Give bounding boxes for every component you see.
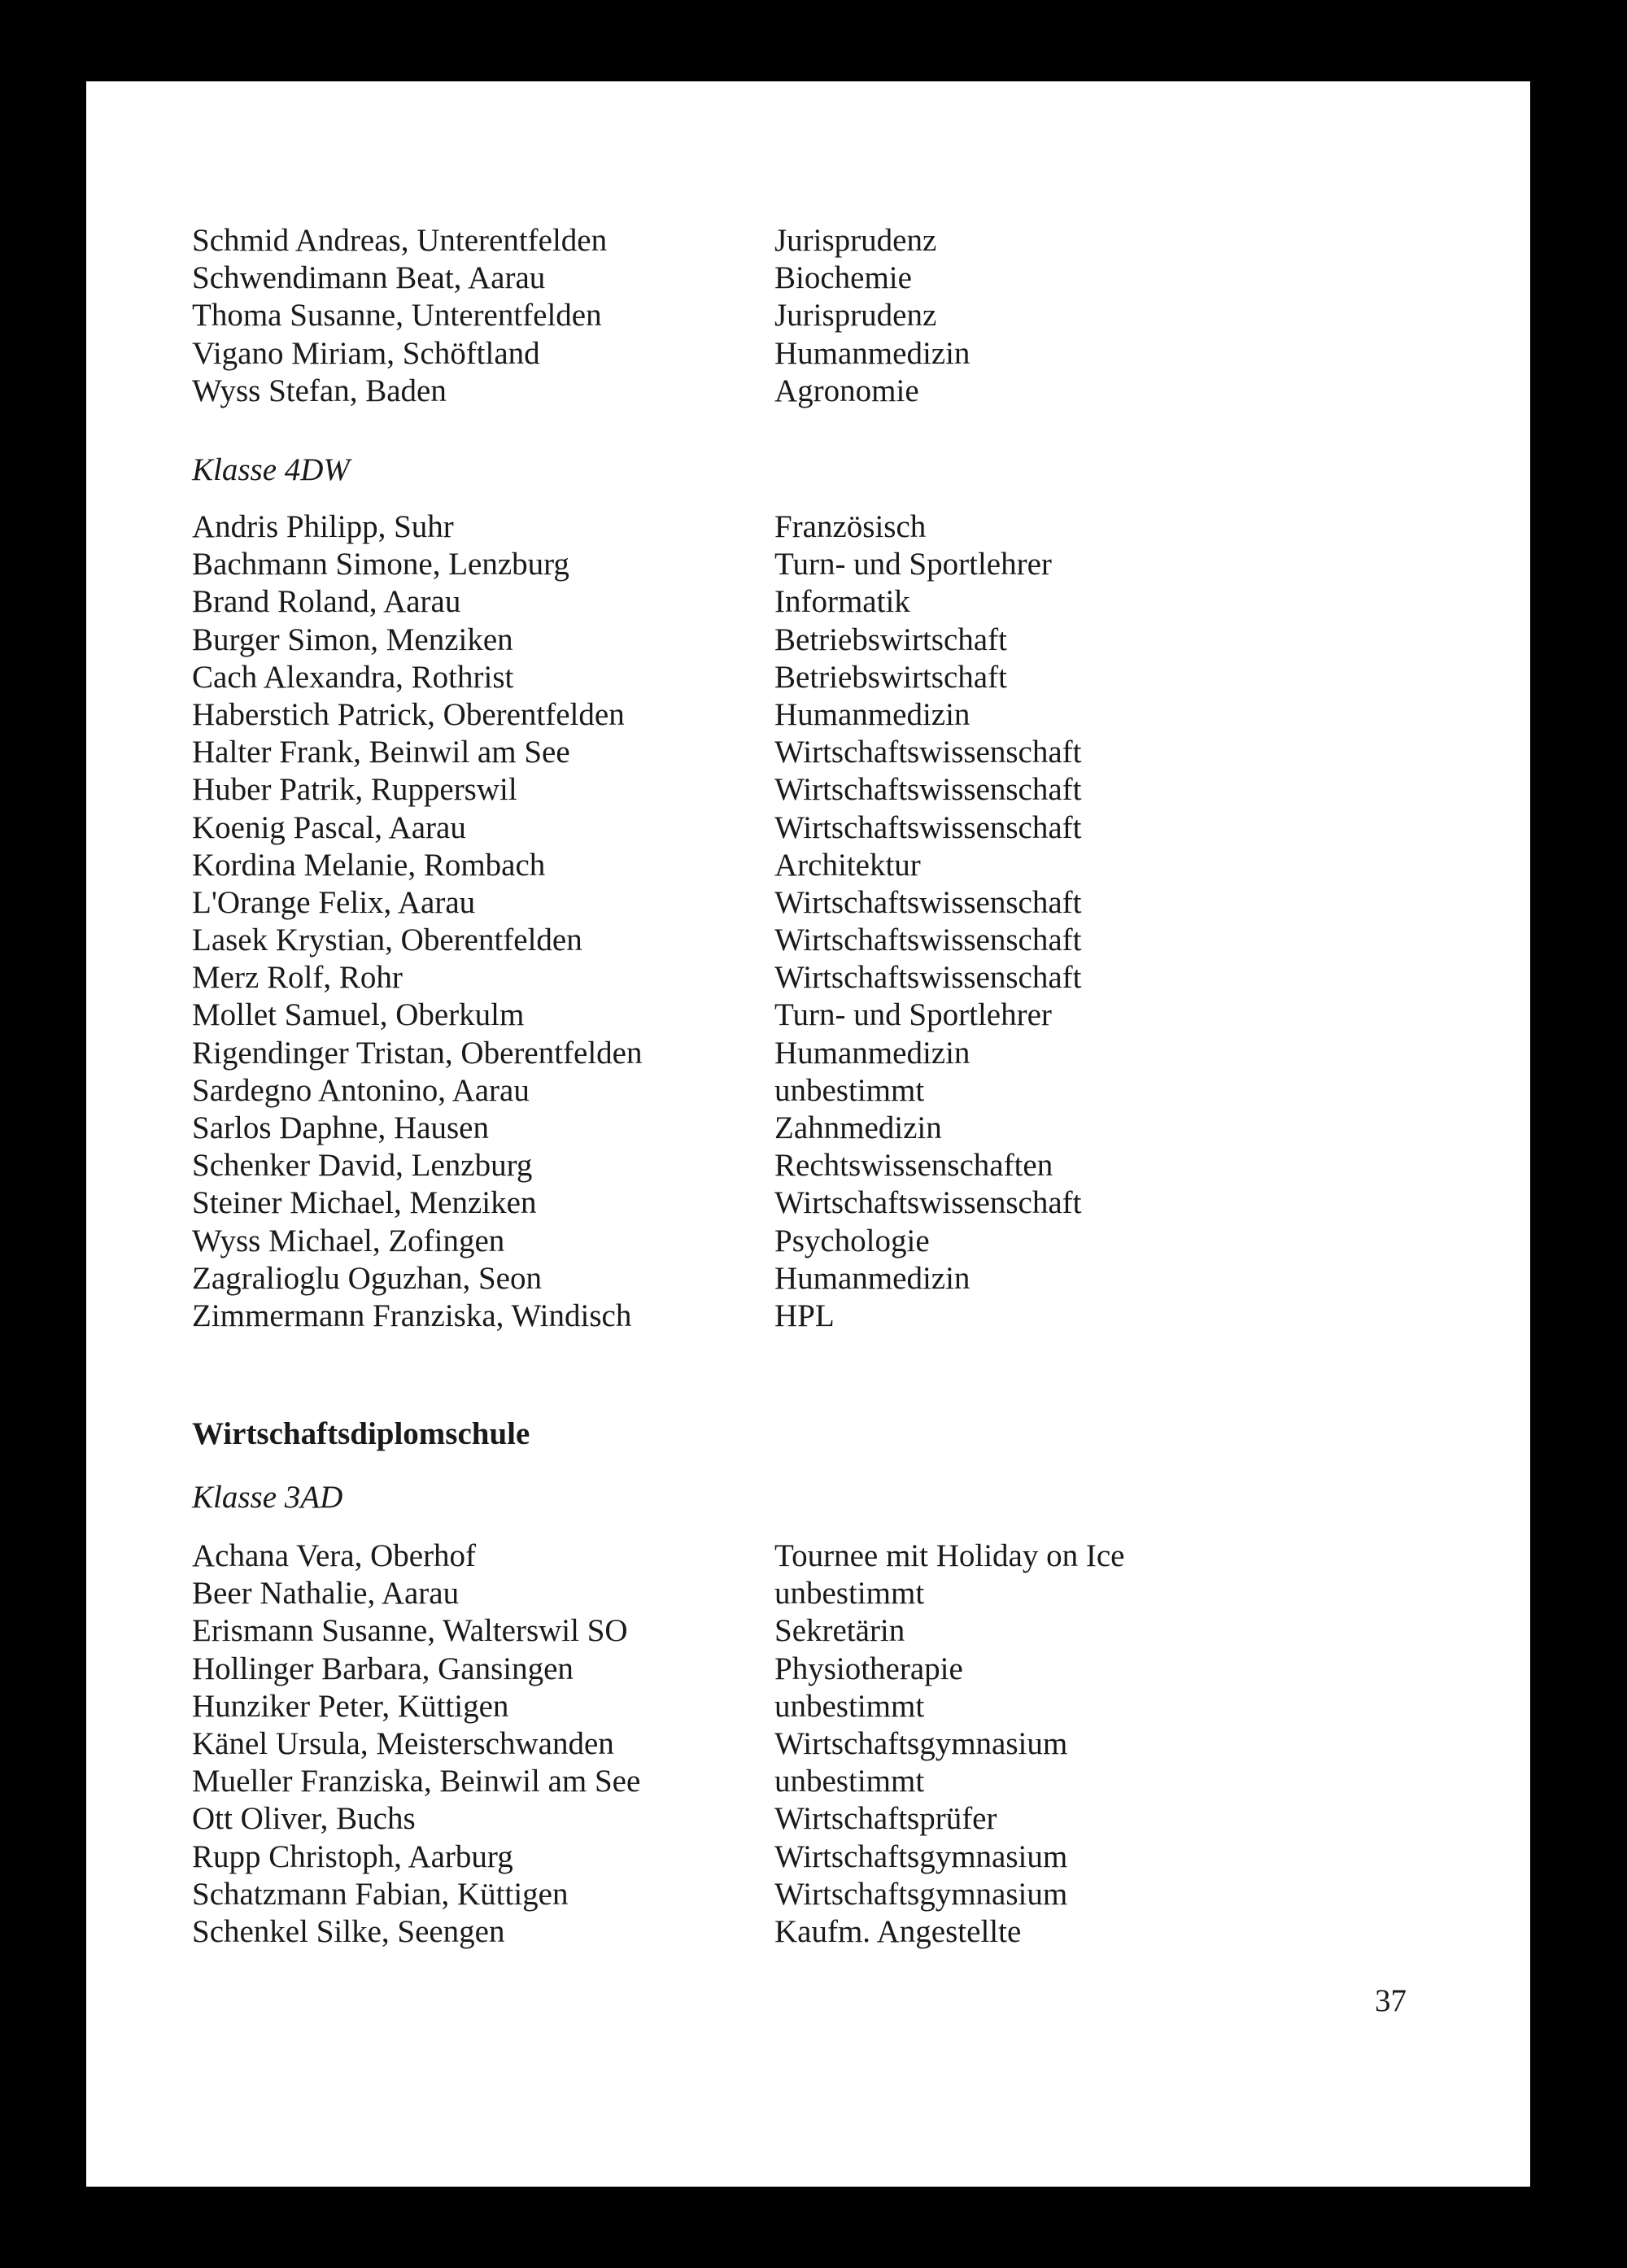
student-name: Halter Frank, Beinwil am See [192,735,570,770]
study-field: Humanmedizin [774,1260,971,1296]
study-field: Architektur [774,847,921,883]
student-name: Merz Rolf, Rohr [192,960,403,996]
study-field: Wirtschaftswissenschaft [774,922,1082,958]
list-row [192,659,1412,696]
student-name: Wyss Michael, Zofingen [192,1223,505,1258]
student-name: Achana Vera, Oberhof [192,1538,477,1573]
study-field: HPL [774,1298,835,1333]
student-name: Steiner Michael, Menziken [192,1185,537,1221]
study-field: unbestimmt [774,1072,925,1108]
student-name: Vigano Miriam, Schöftland [192,335,540,371]
student-name: Haberstich Patrick, Oberentfelden [192,696,625,732]
list-row [192,922,1412,959]
student-name: Mollet Samuel, Oberkulm [192,997,525,1033]
student-name: Sardegno Antonino, Aarau [192,1072,530,1108]
student-name: Sarlos Daphne, Hausen [192,1110,489,1145]
student-name: Rigendinger Tristan, Oberentfelden [192,1035,643,1071]
study-field: Psychologie [774,1223,930,1258]
study-field: Turn- und Sportlehrer [774,997,1052,1033]
study-field: Humanmedizin [774,1035,971,1071]
list-row [192,1763,1412,1800]
list-row [192,335,1412,373]
list-row [192,809,1412,847]
student-name: Koenig Pascal, Aarau [192,809,466,845]
student-name: Bachmann Simone, Lenzburg [192,547,569,582]
list-row [192,260,1412,297]
student-name: Andris Philipp, Suhr [192,509,454,544]
study-field: Humanmedizin [774,335,971,371]
student-name: Schatzmann Fabian, Küttigen [192,1876,569,1912]
list-row [192,1913,1412,1951]
list-row [192,1575,1412,1612]
list-row [192,696,1412,734]
student-name: Hollinger Barbara, Gansingen [192,1651,574,1686]
study-field: Betriebswirtschaft [774,622,1007,657]
list-row [192,847,1412,884]
student-name: Huber Patrik, Rupperswil [192,772,517,808]
list-row [192,508,1412,546]
student-name: Schenkel Silke, Seengen [192,1913,505,1949]
list-row [192,1800,1412,1838]
class-heading-4dw: Klasse 4DW [192,452,350,487]
student-name: Zimmermann Franziska, Windisch [192,1298,632,1333]
list-row [192,771,1412,809]
study-field: Wirtschaftswissenschaft [774,960,1082,996]
student-name: L'Orange Felix, Aarau [192,884,476,920]
study-field: Agronomie [774,373,919,408]
study-field: Wirtschaftswissenschaft [774,735,1082,770]
study-field: Wirtschaftswissenschaft [774,1185,1082,1221]
study-field: Sekretärin [774,1613,905,1649]
study-field: Turn- und Sportlehrer [774,547,1052,582]
study-field: Zahnmedizin [774,1110,942,1145]
study-field: unbestimmt [774,1688,925,1724]
study-field: Rechtswissenschaften [774,1148,1053,1184]
list-row [192,1035,1412,1072]
study-field: Biochemie [774,260,912,296]
student-name: Zagralioglu Oguzhan, Seon [192,1260,542,1296]
student-name: Wyss Stefan, Baden [192,373,447,408]
study-field: Wirtschaftsgymnasium [774,1876,1068,1912]
study-field: Wirtschaftswissenschaft [774,809,1082,845]
study-field: Wirtschaftsgymnasium [774,1725,1068,1761]
document-page [86,81,1530,2187]
student-name: Brand Roland, Aarau [192,584,461,620]
study-field: unbestimmt [774,1764,925,1799]
student-name: Hunziker Peter, Küttigen [192,1688,509,1724]
study-field: Wirtschaftsgymnasium [774,1838,1068,1874]
list-row [192,222,1412,260]
student-name: Burger Simon, Menziken [192,622,513,657]
list-row [192,583,1412,621]
list-row [192,546,1412,583]
list-row [192,1147,1412,1184]
student-name: Schenker David, Lenzburg [192,1148,533,1184]
student-name: Cach Alexandra, Rothrist [192,659,514,695]
page-number: 37 [1375,1983,1407,2018]
list-row [192,1184,1412,1222]
list-row [192,734,1412,771]
study-field: Betriebswirtschaft [774,659,1007,695]
student-name: Schmid Andreas, Unterentfelden [192,223,608,258]
list-row [192,1838,1412,1876]
list-row [192,1688,1412,1725]
study-field: Wirtschaftswissenschaft [774,772,1082,808]
student-name: Schwendimann Beat, Aarau [192,260,546,296]
student-list-3ad [192,1537,1412,1951]
list-row [192,1876,1412,1913]
study-field: Physiotherapie [774,1651,963,1686]
list-row [192,1537,1412,1575]
study-field: Tournee mit Holiday on Ice [774,1538,1125,1573]
list-row [192,1110,1412,1147]
student-name: Erismann Susanne, Walterswil SO [192,1613,628,1649]
list-row [192,1260,1412,1298]
student-name: Lasek Krystian, Oberentfelden [192,922,582,958]
list-row [192,1612,1412,1650]
list-row [192,884,1412,922]
list-row [192,622,1412,659]
study-field: Jurisprudenz [774,223,937,258]
list-row [192,1223,1412,1260]
list-row [192,297,1412,334]
study-field: Französisch [774,509,927,544]
continued-student-list [192,222,1412,410]
study-field: Humanmedizin [774,696,971,732]
list-row [192,1725,1412,1763]
study-field: Jurisprudenz [774,298,937,334]
student-name: Beer Nathalie, Aarau [192,1576,460,1612]
study-field: Informatik [774,584,910,620]
list-row [192,373,1412,410]
list-row [192,997,1412,1034]
study-field: Wirtschaftsprüfer [774,1801,997,1837]
study-field: Kaufm. Angestellte [774,1913,1022,1949]
student-name: Thoma Susanne, Unterentfelden [192,298,602,334]
student-name: Känel Ursula, Meisterschwanden [192,1725,614,1761]
section-heading: Wirtschaftsdiplomschule [192,1416,530,1451]
study-field: unbestimmt [774,1576,925,1612]
student-name: Ott Oliver, Buchs [192,1801,416,1837]
student-list-4dw [192,508,1412,1335]
student-name: Rupp Christoph, Aarburg [192,1838,513,1874]
list-row [192,959,1412,997]
student-name: Mueller Franziska, Beinwil am See [192,1764,641,1799]
list-row [192,1651,1412,1688]
list-row [192,1072,1412,1110]
class-heading-3ad: Klasse 3AD [192,1480,343,1515]
list-row [192,1298,1412,1335]
student-name: Kordina Melanie, Rombach [192,847,546,883]
study-field: Wirtschaftswissenschaft [774,884,1082,920]
